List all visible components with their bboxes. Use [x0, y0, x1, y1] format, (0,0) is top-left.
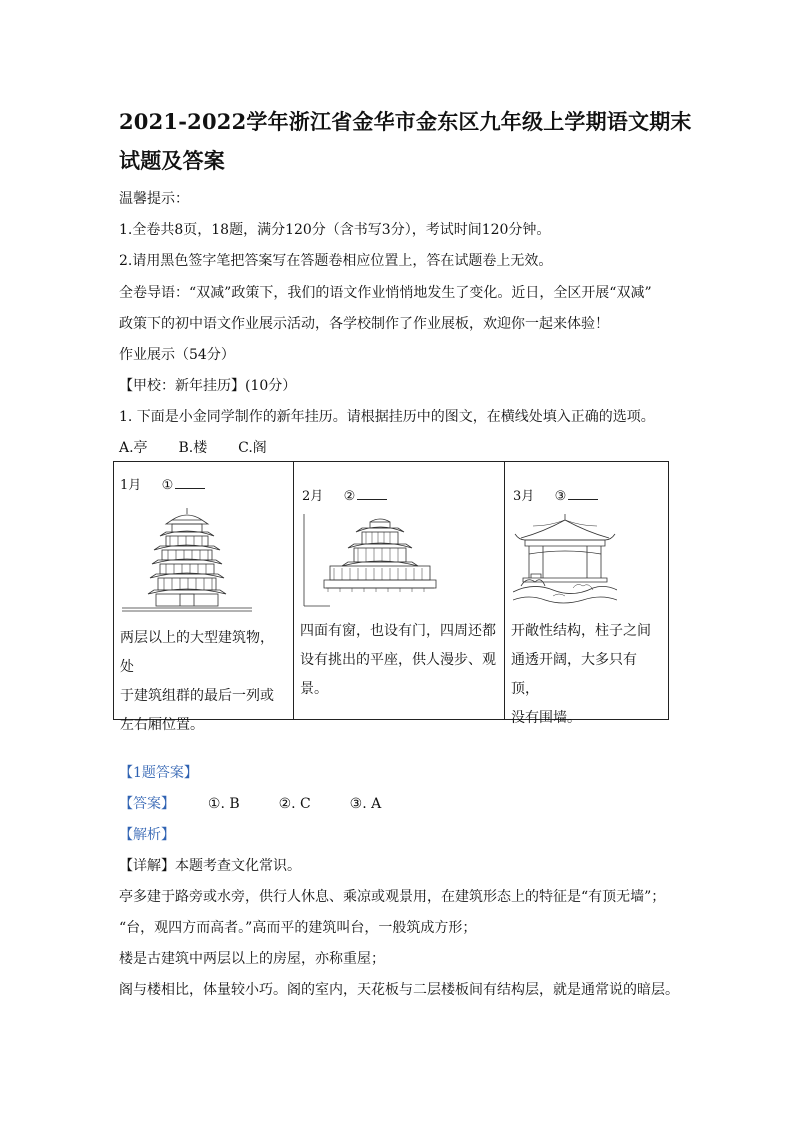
calendar-cell-february: [294, 462, 505, 720]
calendar-month: 1月: [120, 478, 142, 493]
answer-row: [119, 793, 381, 813]
desc-line: 开敞性结构，柱子之间: [511, 623, 651, 639]
explanation-line: 楼是古建筑中两层以上的房屋，亦称重屋；: [119, 951, 385, 967]
notice-item-2: 2.请用黑色签字笔把答案写在答题卷相应位置上，答在试题卷上无效。: [119, 253, 553, 269]
desc-line: 两层以上的大型建筑物，处: [120, 630, 274, 675]
calendar-table: [113, 461, 669, 733]
analysis-label: 【解析】: [119, 827, 175, 843]
calendar-cell-january: [114, 462, 294, 733]
answer-blank-marker: ③: [554, 489, 567, 504]
detail-row: [119, 855, 301, 875]
option-b: B.楼: [178, 440, 208, 456]
desc-line: 没有围墙。: [511, 710, 581, 726]
desc-line: 于建筑组群的最后一列或: [120, 688, 274, 704]
subsection-heading: 【甲校：新年挂历】(10分）: [119, 378, 297, 394]
answer-label: 【答案】: [119, 796, 175, 812]
answer-tag: 【1题答案】: [119, 765, 198, 781]
answer-blank-line: [175, 476, 205, 489]
answer-blank-marker: ②: [343, 489, 356, 504]
desc-line: 通透开阔，大多只有顶，: [511, 652, 637, 697]
calendar-cell-header: [513, 485, 598, 504]
document-title-line1: 2021-2022学年浙江省金华市金东区九年级上学期语文期末: [119, 109, 692, 134]
explanation-line: “台，观四方而高者。”高而平的建筑叫台，一般筑成方形；: [119, 920, 477, 936]
desc-line: 左右厢位置。: [120, 717, 204, 733]
desc-line: 设有挑出的平座，供人漫步、观: [300, 652, 496, 668]
calendar-cell-header: [120, 474, 205, 493]
desc-line: 四面有窗，也设有门，四周还都: [300, 623, 496, 639]
answer-blank-marker: ①: [161, 478, 174, 493]
notice-heading: 温馨提示：: [119, 191, 189, 207]
calendar-desc: [120, 624, 285, 740]
tower-pavilion-drawing-icon: [122, 506, 252, 614]
answer-item: ②. C: [278, 796, 311, 812]
option-c: C.阁: [238, 440, 267, 456]
explanation-line: 阁与楼相比，体量较小巧。阁的室内，天花板与二层楼板间有结构层，就是通常说的暗层。: [119, 982, 679, 998]
option-a: A.亭: [119, 440, 148, 456]
detail-text: 本题考查文化常识。: [175, 858, 301, 874]
answer-item: ①. B: [207, 796, 240, 812]
intro-line-2: 政策下的初中语文作业展示活动，各学校制作了作业展板，欢迎你一起来体验！: [119, 316, 609, 332]
notice-item-1: 1.全卷共8页，18题，满分120分（含书写3分），考试时间120分钟。: [119, 222, 551, 238]
explanation-line: 亭多建于路旁或水旁，供行人休息、乘凉或观景用，在建筑形态上的特征是“有顶无墙”；: [119, 889, 666, 905]
open-kiosk-drawing-icon: [513, 512, 617, 608]
answer-item: ③. A: [349, 796, 382, 812]
calendar-month: 3月: [513, 489, 535, 504]
document-title-line2: 试题及答案: [119, 148, 225, 173]
section-heading: 作业展示（54分）: [119, 347, 235, 363]
calendar-cell-header: [302, 485, 387, 504]
question-1: 1. 下面是小金同学制作的新年挂历。请根据挂历中的图文，在横线处填入正确的选项。: [119, 409, 655, 425]
calendar-desc: [511, 617, 660, 733]
options-row: [119, 437, 267, 457]
answer-blank-line: [568, 487, 598, 500]
calendar-desc: [300, 617, 496, 704]
calendar-cell-march: [505, 462, 669, 726]
intro-line-1: 全卷导语：“双减”政策下，我们的语文作业悄悄地发生了变化。近日，全区开展“双减”: [119, 285, 652, 301]
answer-blank-line: [357, 487, 387, 500]
pavilion-on-platform-drawing-icon: [300, 512, 500, 608]
desc-line: 景。: [300, 681, 328, 697]
detail-label: 【详解】: [119, 858, 175, 874]
calendar-month: 2月: [302, 489, 324, 504]
